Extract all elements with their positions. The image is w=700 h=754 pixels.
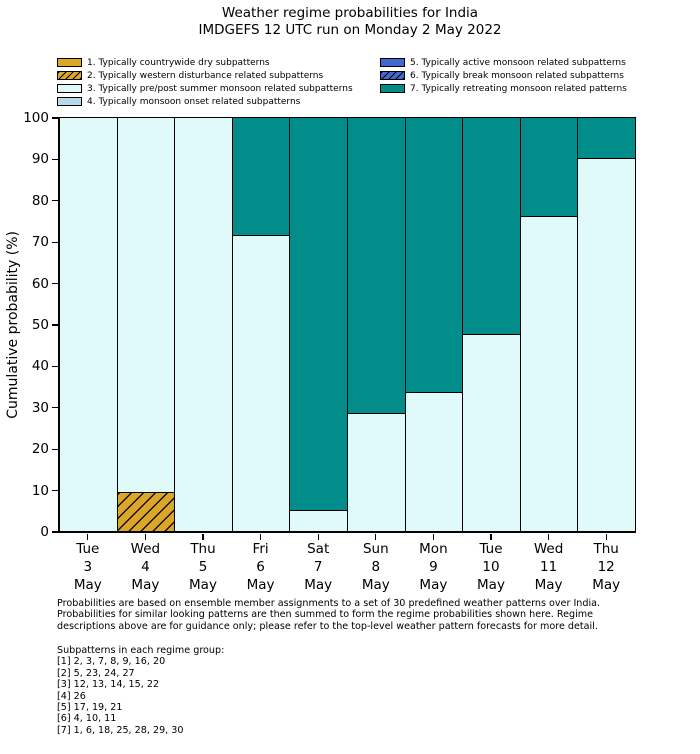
x-tick-label-month: May: [419, 577, 448, 593]
legend-column-left: [57, 56, 353, 108]
subpatterns-line: [1] 2, 3, 7, 8, 9, 16, 20: [57, 656, 166, 668]
bar-segment-regime3: [174, 117, 233, 532]
legend-label: 1. Typically countrywide dry subpatterns: [87, 57, 270, 68]
x-tick-label-day: Tue: [479, 541, 503, 557]
legend-item: [380, 82, 627, 95]
y-tick-mark: [52, 449, 58, 450]
title-block: [0, 5, 700, 38]
y-tick-mark: [52, 531, 58, 532]
bar-segment-regime7: [520, 117, 579, 217]
x-tick-label-date: 11: [540, 559, 558, 575]
subpatterns-line: [2] 5, 23, 24, 27: [57, 667, 135, 679]
legend-swatch-regime7-icon: [380, 84, 405, 93]
y-tick-label: 0: [40, 524, 49, 540]
bar-segment-regime2: [117, 492, 176, 532]
subpatterns-line: [4] 26: [57, 690, 86, 702]
y-tick-label: 70: [31, 234, 49, 251]
y-tick-mark: [52, 200, 58, 201]
x-tick-label-day: Mon: [419, 541, 448, 557]
footnote-line: descriptions above are for guidance only; please refer to the top-level weather pattern forecasts for more detail.: [57, 620, 598, 632]
x-tick-label-month: May: [189, 577, 217, 593]
x-tick-label-day: Thu: [593, 541, 619, 557]
y-tick-label: 40: [31, 358, 49, 375]
y-tick-label: 50: [31, 317, 49, 333]
subpatterns-header: Subpatterns in each regime group:: [57, 645, 225, 656]
footnote-line: Probabilities are based on ensemble member assignments to a set of 30 predefined weather patterns over India.: [57, 598, 601, 609]
x-tick-label-month: May: [534, 577, 563, 593]
x-tick-label-day: Tue: [76, 541, 100, 557]
chart-title: Weather regime probabilities for India: [221, 5, 479, 21]
y-tick-label: 60: [31, 275, 49, 292]
y-tick-label: 10: [31, 482, 49, 499]
x-tick-label-month: May: [73, 577, 102, 593]
subpatterns-line: [3] 12, 13, 14, 15, 22: [57, 679, 160, 691]
bar-segment-regime3: [462, 334, 521, 532]
x-tick-label-date: 10: [482, 559, 500, 575]
y-tick-label: 90: [31, 151, 49, 168]
subpatterns-line: [6] 4, 10, 11: [57, 713, 117, 725]
legend-column-right: [380, 56, 627, 95]
legend-label: 3. Typically pre/post summer monsoon related subpatterns: [87, 83, 353, 94]
bar-segment-regime3: [59, 117, 118, 532]
x-tick-label-month: May: [477, 577, 505, 593]
x-tick-label-day: Wed: [533, 541, 564, 557]
footnote-line: Probabilities for similar looking patterns are then summed to form the regime probabilities shown here. Regime: [57, 609, 593, 621]
y-tick-mark: [52, 117, 58, 118]
y-tick-mark: [52, 324, 58, 325]
x-tick-label-day: Wed: [130, 541, 161, 557]
y-tick-mark: [52, 366, 58, 367]
x-tick-label-date: 8: [371, 559, 381, 575]
legend-swatch-regime2-icon: [57, 71, 82, 80]
x-tick-label-date: 12: [597, 559, 615, 575]
bar-segment-regime7: [232, 117, 291, 236]
bar-segment-regime3: [117, 117, 176, 493]
y-tick-mark: [52, 407, 58, 408]
legend-item: [380, 69, 627, 82]
subpatterns-line: [5] 17, 19, 21: [57, 702, 123, 714]
x-tick-label-day: Thu: [190, 541, 216, 557]
y-tick-mark: [52, 283, 58, 284]
y-tick-mark: [52, 159, 58, 160]
bar-segment-regime7: [462, 117, 521, 335]
bar-segment-regime7: [289, 117, 348, 511]
legend-label: 4. Typically monsoon onset related subpatterns: [87, 96, 301, 107]
legend-swatch-regime6-icon: [380, 71, 405, 80]
subpatterns-line: [7] 1, 6, 18, 25, 28, 29, 30: [57, 724, 184, 736]
x-tick-label-date: 7: [313, 559, 323, 575]
legend-swatch-regime5-icon: [380, 58, 405, 67]
bar-segment-regime3: [289, 510, 348, 532]
bar-segment-regime3: [347, 413, 406, 532]
chart-subtitle: IMDGEFS 12 UTC run on Monday 2 May 2022: [198, 21, 502, 38]
x-tick-label-month: May: [592, 577, 621, 593]
bar-segment-regime3: [577, 158, 636, 532]
plot-area: [23, 110, 636, 593]
y-tick-label: 100: [23, 110, 49, 126]
bar-segment-regime7: [577, 117, 636, 159]
legend-swatch-regime4-icon: [57, 97, 82, 106]
legend-swatch-regime3-icon: [57, 84, 82, 93]
bar-segment-regime3: [405, 392, 464, 532]
bar-segment-regime3: [520, 216, 579, 532]
x-tick-label-month: May: [304, 577, 333, 593]
x-tick-label-date: 9: [429, 559, 438, 575]
y-axis-label: Cumulative probability (%): [5, 231, 21, 419]
x-tick-label-month: May: [361, 577, 390, 593]
y-tick-mark: [52, 242, 58, 243]
bar-segment-regime3: [232, 235, 291, 532]
legend-item: [57, 95, 353, 108]
legend-item: [57, 82, 353, 95]
subpatterns-block: [57, 645, 457, 736]
x-tick-label: [571, 540, 641, 594]
footnote: [57, 598, 657, 632]
x-tick-label-day: Sat: [307, 541, 330, 557]
y-tick-label: 80: [31, 192, 49, 209]
legend-label: 6. Typically break monsoon related subpatterns: [410, 70, 624, 81]
x-tick-label-date: 4: [141, 559, 150, 575]
x-tick-label-month: May: [131, 577, 160, 593]
y-tick-label: 20: [31, 441, 49, 458]
legend-label: 2. Typically western disturbance related subpatterns: [87, 70, 324, 81]
legend-item: [57, 69, 353, 82]
legend-swatch-regime1-icon: [57, 58, 82, 67]
x-tick-label-date: 5: [198, 559, 208, 575]
x-tick-label-date: 6: [256, 559, 265, 575]
x-tick-label-date: 3: [83, 559, 93, 575]
legend-label: 7. Typically retreating monsoon related patterns: [410, 83, 627, 94]
x-tick-label-day: Sun: [362, 541, 389, 557]
y-tick-mark: [52, 490, 58, 491]
y-tick-label: 30: [31, 399, 49, 416]
legend-label: 5. Typically active monsoon related subpatterns: [410, 57, 626, 68]
bar-segment-regime7: [347, 117, 406, 414]
x-tick-label-day: Fri: [252, 541, 269, 557]
x-tick-label-month: May: [246, 577, 275, 593]
bar-segment-regime7: [405, 117, 464, 393]
legend-item: [57, 56, 353, 69]
legend-item: [380, 56, 627, 69]
